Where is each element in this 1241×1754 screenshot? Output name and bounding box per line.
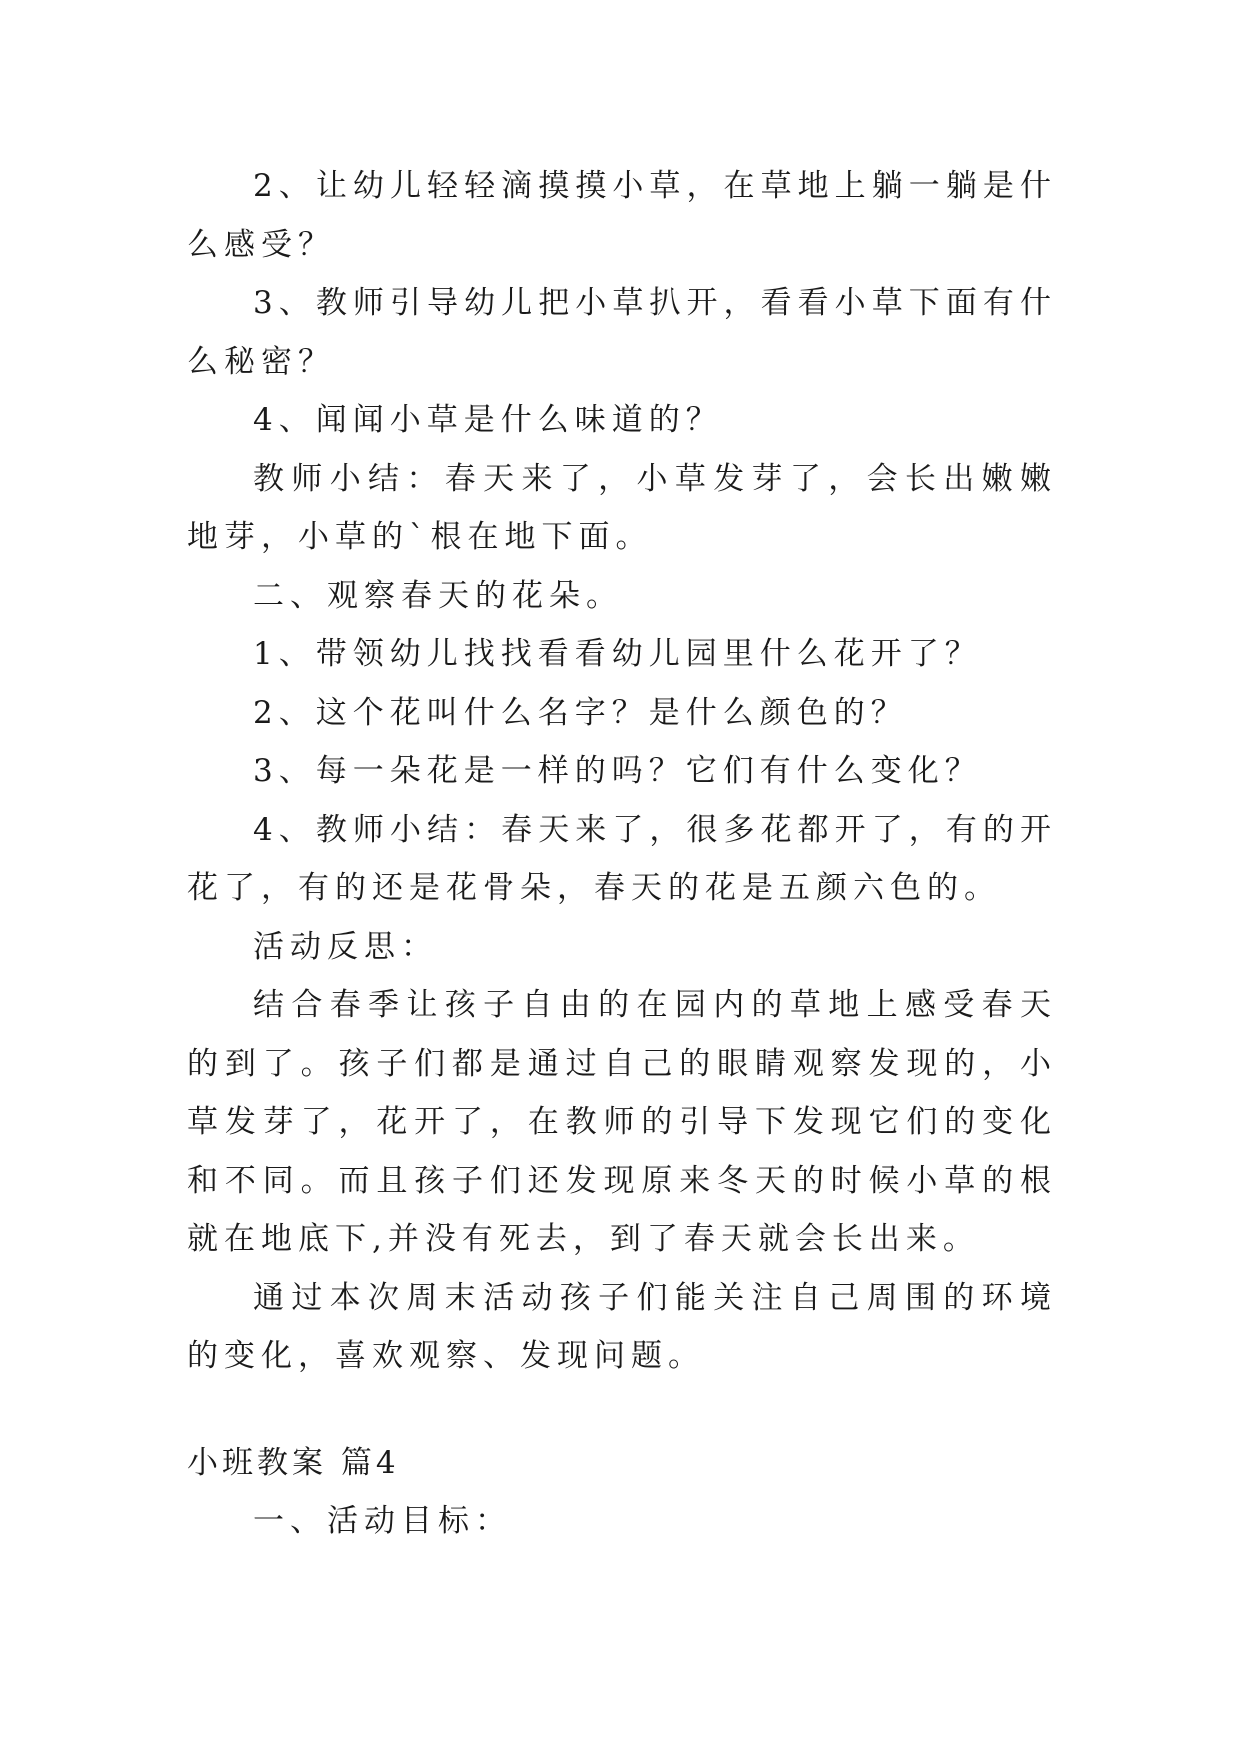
paragraph: 2、这个花叫什么名字？是什么颜色的？ [253,694,908,731]
paragraph: 一、活动目标： [253,1503,512,1539]
paragraph: 2、让幼儿轻轻滴摸摸小草，在草地上躺一躺是什么感受？ [187,168,1057,263]
paragraph: 3、每一朵花是一样的吗？它们有什么变化？ [253,753,982,789]
paragraph: 4、闻闻小草是什么味道的？ [253,402,723,438]
paragraph: 3、教师引导幼儿把小草扒开，看看小草下面有什么秘密？ [187,285,1057,380]
paragraph: 结合春季让孩子自由的在园内的草地上感受春天的到了。孩子们都是通过自己的眼睛观察发现的，小草发芽了，花开了，在教师的引导下发现它们的变化和不同。而且孩子们还发现原来冬天的时候小草的根就在地底下,并没有死去，到了春天就会长出来。 [187,987,1057,1257]
paragraph: 1、带领幼儿找找看看幼儿园里什么花开了？ [253,636,982,672]
paragraph: 4、教师小结：春天来了，很多花都开了，有的开花了，有的还是花骨朵，春天的花是五颜六色的。 [187,811,1057,906]
document-body [187,157,1057,1551]
paragraph: 二、观察春天的花朵。 [253,577,623,614]
section-heading: 小班教案 篇4 [187,1444,400,1481]
paragraph: 通过本次周末活动孩子们能关注自己周围的环境的变化，喜欢观察、发现问题。 [187,1279,1057,1374]
paragraph: 教师小结：春天来了，小草发芽了，会长出嫩嫩地芽，小草的`根在地下面。 [187,460,1057,555]
paragraph: 活动反思： [253,928,438,965]
